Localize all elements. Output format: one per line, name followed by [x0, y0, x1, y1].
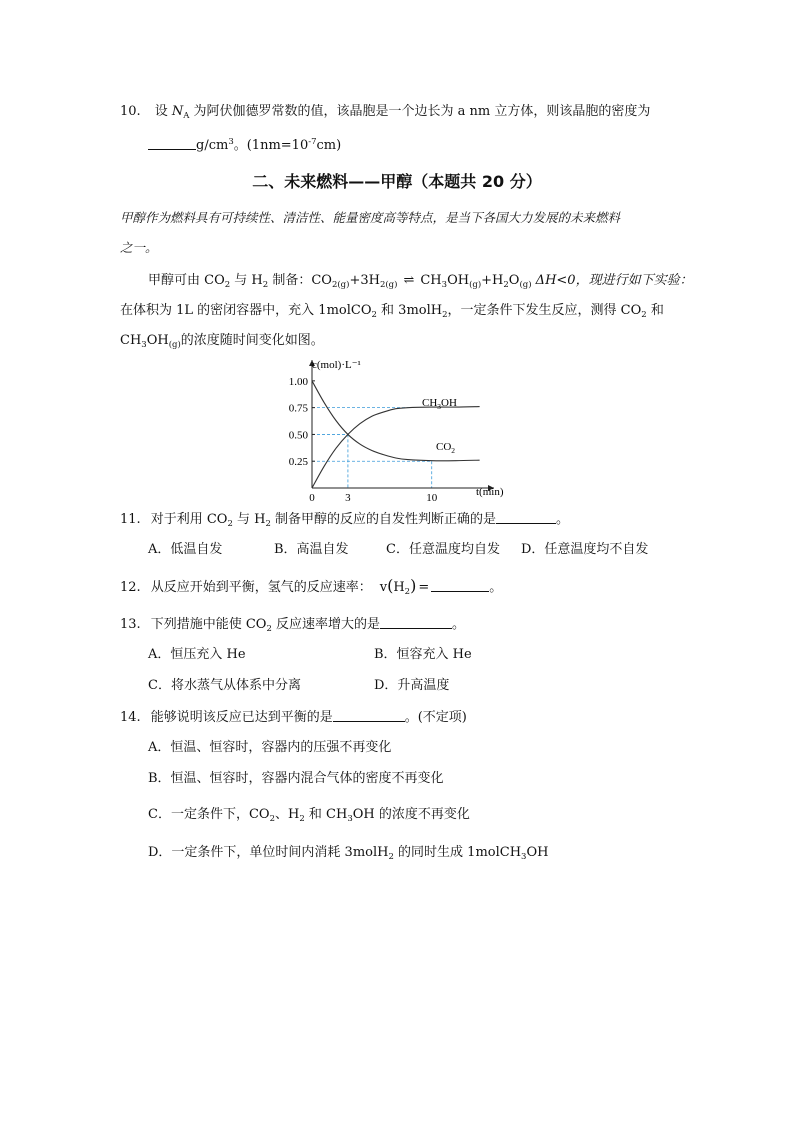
- y-tick-label: 0.75: [288, 402, 308, 415]
- question-number: 13.: [120, 617, 141, 632]
- answer-blank[interactable]: [148, 137, 196, 150]
- intro-line1: 甲醇作为燃料具有可持续性、清洁性、能量密度高等特点，是当下各国大力发展的未来燃料: [120, 210, 621, 225]
- q13-option-d[interactable]: D．升高温度: [374, 678, 450, 693]
- q14-option-a[interactable]: A．恒温、恒容时，容器内的压强不再变化: [148, 740, 392, 755]
- question-10-line2: $g/cm^3$。$(1nm=10^{-7}cm)$: [148, 137, 341, 154]
- q13-option-c[interactable]: C．将水蒸气从体系中分离: [148, 678, 301, 693]
- question-11: 11. 对于利用 $CO_2$ 与 $H_2$ 制备甲醇的反应的自发性判断正确的是 。: [120, 512, 570, 529]
- question-number: 14.: [120, 710, 141, 725]
- x-tick-label: 10: [426, 492, 438, 504]
- question-14: 14. 能够说明该反应已达到平衡的是 。(不定项): [120, 710, 467, 725]
- y-tick-label: 0.50: [288, 429, 308, 442]
- answer-blank[interactable]: [333, 709, 405, 722]
- q14-option-c[interactable]: C．一定条件下，$CO_2$、$H_2$ 和 $CH_3OH$ 的浓度不再变化: [148, 807, 470, 824]
- series-label-co2: $CO_2$: [436, 441, 456, 455]
- q13-option-b[interactable]: B．恒容充入 He: [374, 647, 472, 662]
- reaction-line1: 甲醇可由 $CO_2$ 与 $H_2$ 制备：$CO_{2(g)}+3H_{2(g)}$ ⇌ $CH_3OH_{(g)}+H_2O_{(g)}$ ΔH<0，现进行如下实验：: [148, 273, 693, 290]
- question-number: 10.: [120, 104, 141, 119]
- y-tick-label: 0.25: [288, 456, 308, 469]
- y-axis-label: c(mol)·L⁻¹: [312, 359, 361, 371]
- answer-blank[interactable]: [431, 579, 489, 592]
- answer-blank[interactable]: [380, 616, 452, 629]
- q11-option-c[interactable]: C．任意温度均自发: [386, 542, 500, 557]
- question-13: 13. 下列措施中能使 $CO_2$ 反应速率增大的是 。: [120, 617, 466, 634]
- q14-option-d[interactable]: D．一定条件下，单位时间内消耗 3molH$_2$ 的同时生成 1molCH$_3$OH: [148, 845, 549, 862]
- intro-line2: 之一。: [120, 240, 158, 255]
- q11-option-b[interactable]: B．高温自发: [274, 542, 349, 557]
- q14-option-b[interactable]: B．恒温、恒容时，容器内混合气体的密度不再变化: [148, 771, 444, 786]
- question-12: 12. 从反应开始到平衡，氢气的反应速率： $v(H_2)$ = 。: [120, 576, 503, 597]
- equilibrium-arrow: ⇌: [403, 273, 415, 288]
- answer-blank[interactable]: [496, 511, 556, 524]
- q13-option-a[interactable]: A．恒压充入 He: [148, 647, 246, 662]
- reaction-line2: 在体积为 1L 的密闭容器中，充入 1molCO$_2$ 和 3molH$_2$，一定条件下发生反应，测得 $CO_2$ 和: [120, 303, 664, 320]
- x-axis-label: t(min): [476, 486, 504, 498]
- series-label-ch3oh: $CH_3OH$: [422, 397, 457, 411]
- question-number: 11.: [120, 512, 141, 527]
- rate-formula: $v(H_2)$ =: [379, 576, 430, 597]
- y-tick-label: 1.00: [288, 375, 308, 388]
- q11-option-d[interactable]: D．任意温度均不自发: [521, 542, 649, 557]
- q11-option-a[interactable]: A．低温自发: [148, 542, 223, 557]
- question-10-line1: 10. 设 $N_A$ 为阿伏伽德罗常数的值，该晶胞是一个边长为 a nm 立方体，则该晶胞的密度为: [120, 104, 651, 121]
- section-title: 二、未来燃料——甲醇（本题共 20 分）: [252, 172, 542, 191]
- concentration-time-chart: [270, 352, 520, 504]
- question-number: 12.: [120, 580, 141, 595]
- x-tick-label: 0: [309, 492, 315, 504]
- reaction-line3: $CH_3OH_{(g)}$的浓度随时间变化如图。: [120, 333, 324, 350]
- x-tick-label: 3: [345, 492, 351, 504]
